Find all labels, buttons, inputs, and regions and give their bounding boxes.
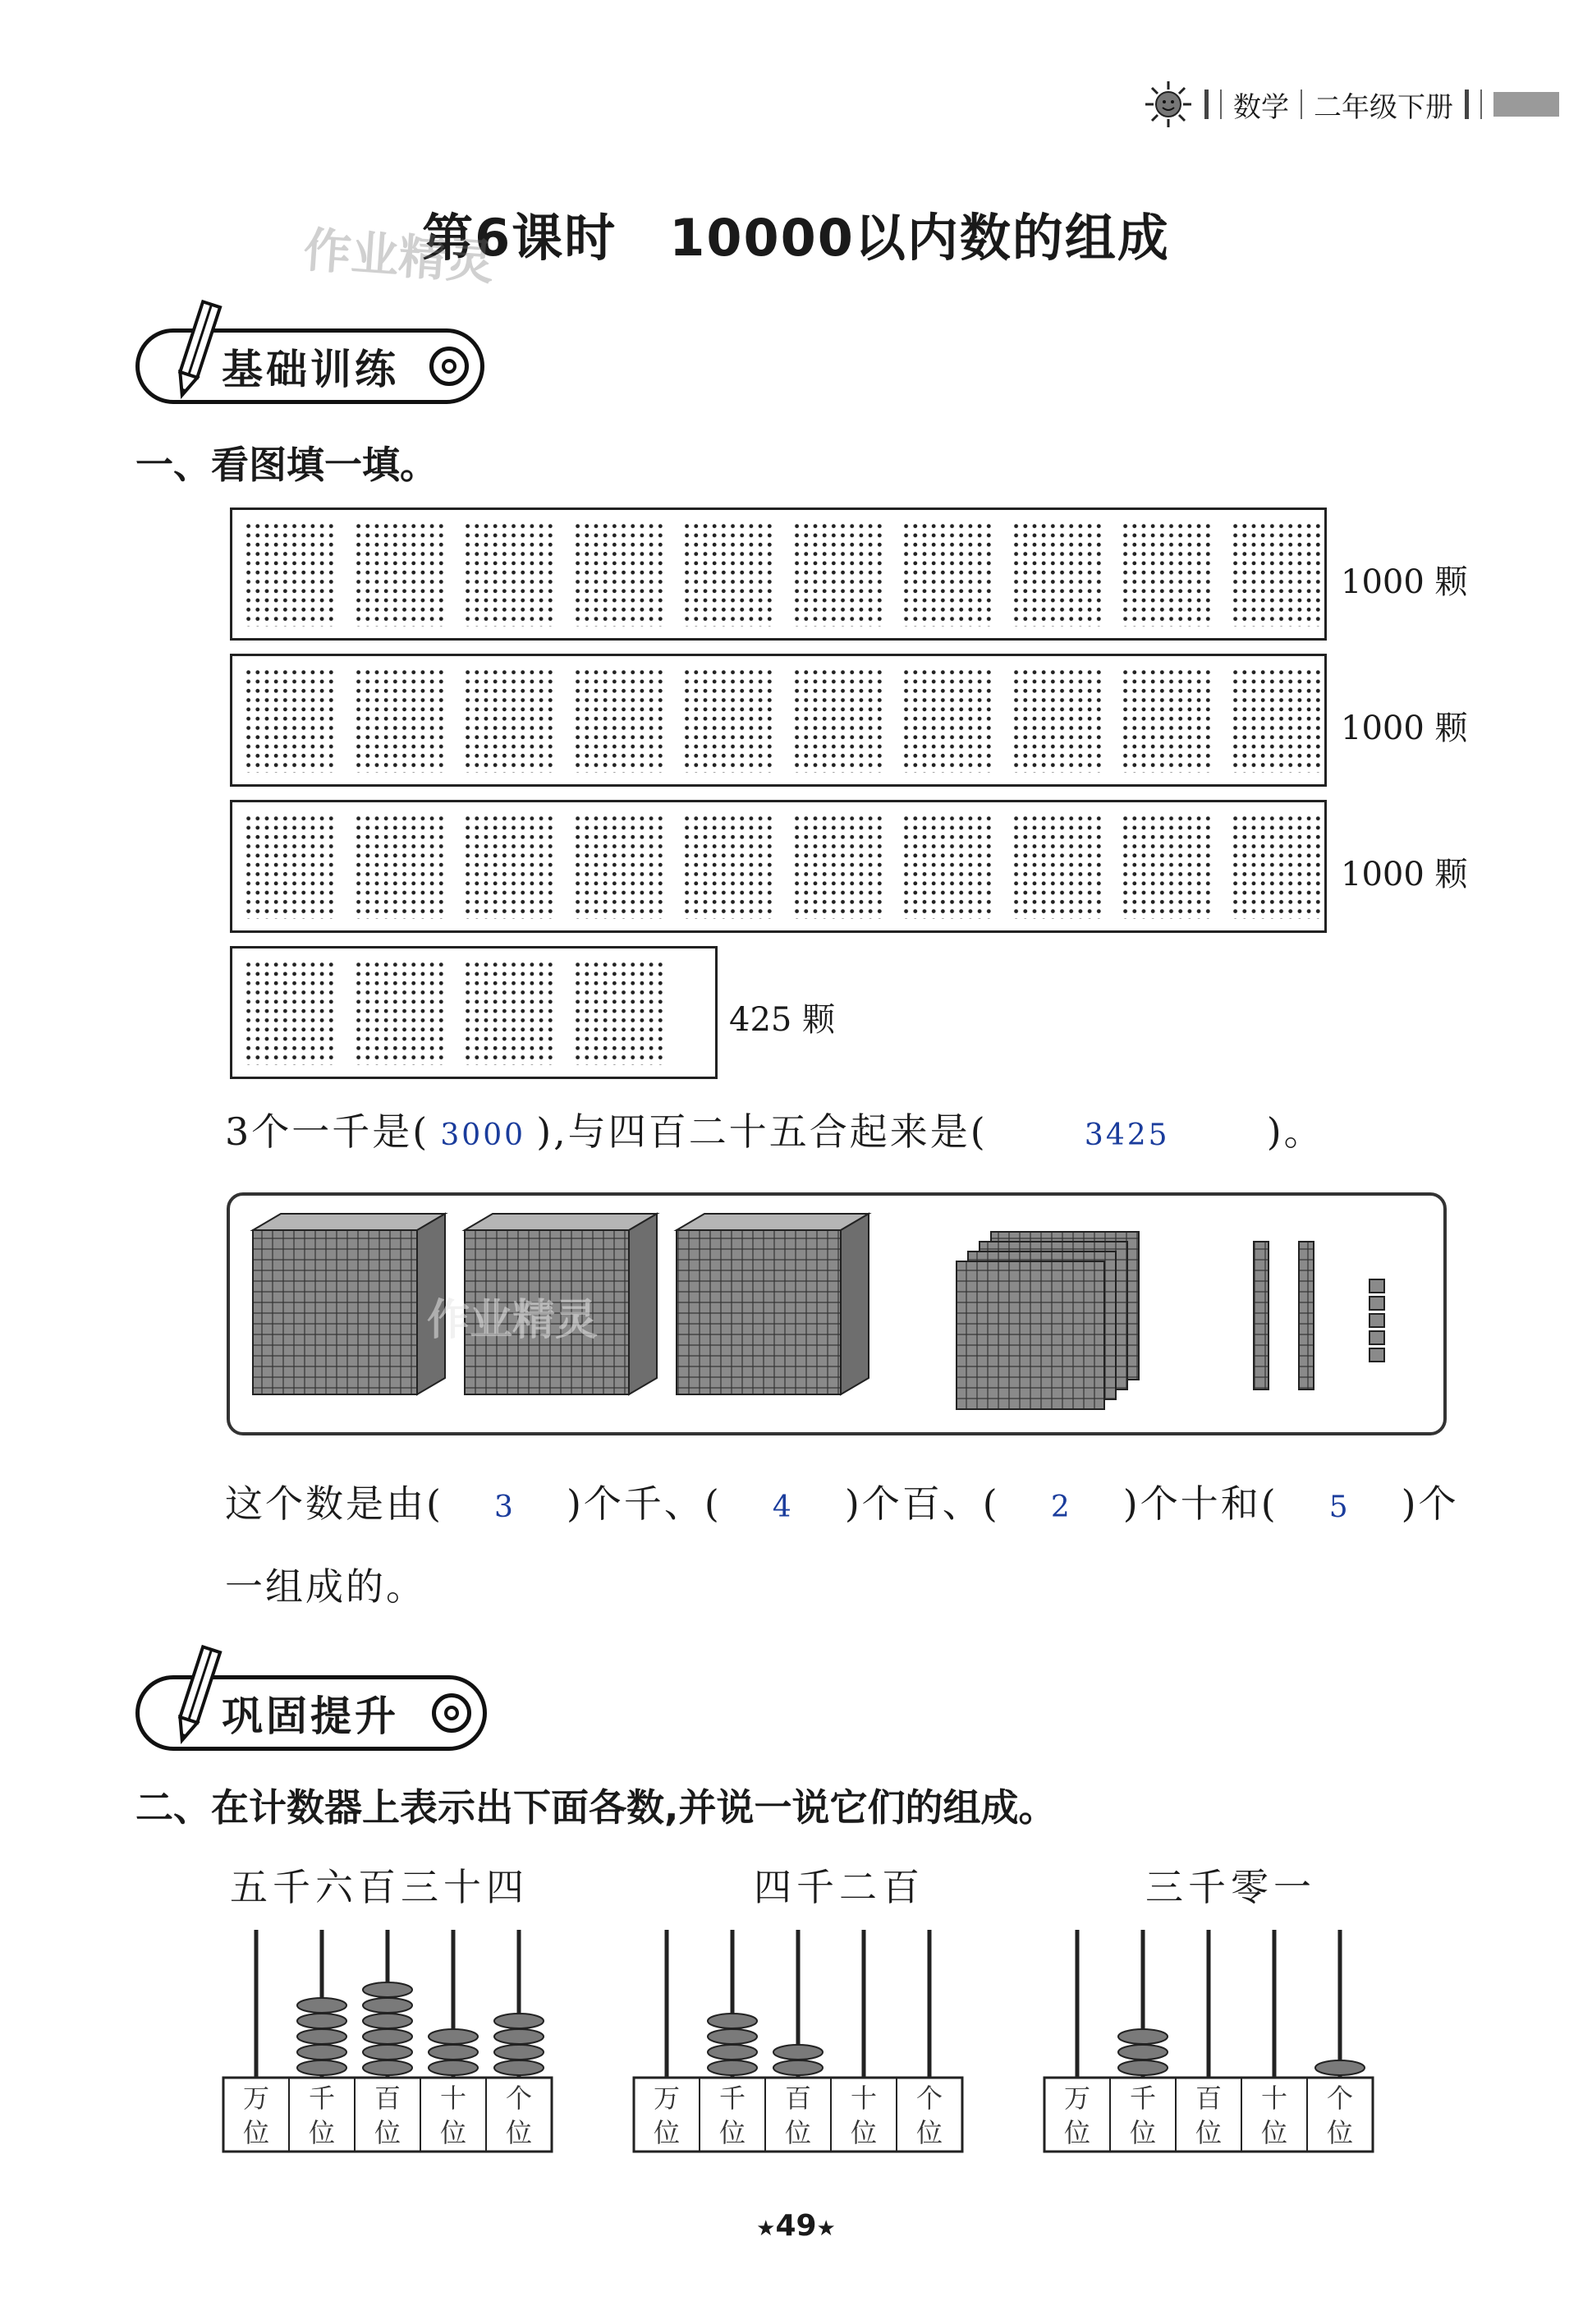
- dot-group: [354, 814, 446, 919]
- base-ten-blocks-panel: [227, 1192, 1447, 1435]
- answer-tens-count[interactable]: 2: [1050, 1490, 1072, 1524]
- dot-group: [573, 668, 665, 773]
- place-label: 位: [1326, 2117, 1354, 2148]
- header-subject: 数学: [1233, 90, 1289, 124]
- dot-group: [902, 668, 993, 773]
- dot-group: [792, 814, 884, 919]
- unit-cube: [1369, 1314, 1384, 1327]
- dot-strip-3: [230, 800, 1327, 933]
- dot-group: [682, 814, 774, 919]
- dot-group: [354, 521, 446, 627]
- abacus-bead: [297, 2029, 346, 2044]
- q1-prompt: 一、看图填一填。: [135, 443, 438, 487]
- page-title: 第6课时 10000以内数的组成: [422, 208, 1170, 268]
- abacus-bead: [708, 2060, 757, 2075]
- dot-group: [1121, 668, 1213, 773]
- place-label: 位: [505, 2117, 533, 2148]
- q1-sentence-part: 3个一千是(: [225, 1109, 430, 1154]
- abacus-bead: [429, 2045, 478, 2060]
- star-icon: ★: [816, 2216, 836, 2241]
- place-label: 位: [784, 2117, 812, 2148]
- section-basic-label: 基础训练: [222, 346, 399, 393]
- abacus-bead: [297, 2045, 346, 2060]
- place-label: 百: [374, 2083, 401, 2114]
- unit-cube: [1369, 1348, 1384, 1362]
- abacus-bead: [363, 2014, 412, 2028]
- abacus-bead: [363, 1998, 412, 2013]
- place-label: 位: [374, 2117, 401, 2148]
- dot-strip-partial: [230, 946, 718, 1079]
- pencil-icon: [168, 1641, 226, 1748]
- dot-group: [463, 814, 555, 919]
- place-label: 十: [850, 2083, 878, 2114]
- abacus-1-label: 五千六百三十四: [230, 1865, 529, 1909]
- place-label: 个: [505, 2083, 533, 2114]
- q2-prompt: 二、在计数器上表示出下面各数,并说一说它们的组成。: [135, 1785, 1057, 1830]
- abacus-bead: [429, 2060, 478, 2075]
- thousand-cube: [677, 1214, 869, 1394]
- abacus-bead: [1118, 2029, 1168, 2044]
- place-label: 位: [915, 2117, 943, 2148]
- dot-group: [1231, 668, 1323, 773]
- sun-icon: [1144, 80, 1193, 129]
- abacus-bead: [708, 2014, 757, 2028]
- place-label: 个: [1326, 2083, 1354, 2114]
- dot-group: [792, 668, 884, 773]
- q1-composition-end: 一组成的。: [225, 1564, 426, 1609]
- place-label: 万: [242, 2083, 270, 2114]
- base-ten-blocks: [230, 1196, 1443, 1432]
- place-label: 个: [915, 2083, 943, 2114]
- answer-thousands-value[interactable]: 3000: [440, 1118, 526, 1152]
- abacus-bead: [708, 2029, 757, 2044]
- answer-total-value[interactable]: 3425: [1084, 1118, 1170, 1152]
- dot-group: [244, 668, 336, 773]
- composition-part: )个千、(: [566, 1481, 722, 1526]
- composition-part: )个十和(: [1122, 1481, 1278, 1526]
- abacus-bead: [773, 2045, 823, 2060]
- abacus-bead: [708, 2045, 757, 2060]
- thousand-cube: [253, 1214, 445, 1394]
- abacus-bead: [494, 2014, 544, 2028]
- strip-1-count: 1000 颗: [1341, 563, 1468, 601]
- abacus-bead: [363, 2060, 412, 2075]
- abacus-1: [215, 1913, 560, 2168]
- dot-group: [573, 521, 665, 627]
- abacus-bead: [494, 2060, 544, 2075]
- abacus-bead: [297, 2014, 346, 2028]
- dot-group: [1231, 521, 1323, 627]
- place-label: 位: [718, 2117, 746, 2148]
- dot-group: [354, 960, 446, 1065]
- abacus-bead: [297, 2060, 346, 2075]
- place-label: 万: [1063, 2083, 1091, 2114]
- place-label: 位: [1129, 2117, 1157, 2148]
- strip-2-count: 1000 颗: [1341, 710, 1468, 747]
- q1-sentence-part: )。: [1266, 1109, 1324, 1154]
- abacus-bead: [773, 2060, 823, 2075]
- place-label: 位: [1063, 2117, 1091, 2148]
- place-label: 位: [1260, 2117, 1288, 2148]
- dot-group: [1012, 521, 1103, 627]
- page-number: [0, 2209, 1592, 2243]
- dot-group: [573, 960, 665, 1065]
- dot-group: [1231, 814, 1323, 919]
- page-header: [1144, 85, 1559, 123]
- dot-group: [682, 521, 774, 627]
- abacus-bead: [429, 2029, 478, 2044]
- composition-part: 这个数是由(: [225, 1481, 443, 1526]
- dot-strip-1: [230, 508, 1327, 641]
- partial-count: 425 颗: [729, 1001, 836, 1039]
- place-label: 百: [784, 2083, 812, 2114]
- place-label: 百: [1195, 2083, 1223, 2114]
- dot-group: [792, 521, 884, 627]
- place-label: 位: [308, 2117, 336, 2148]
- place-label: 万: [653, 2083, 681, 2114]
- place-label: 位: [653, 2117, 681, 2148]
- abacus-3: [1036, 1913, 1381, 2168]
- unit-cube: [1369, 1279, 1384, 1293]
- watermark: 作业精灵: [427, 1296, 599, 1345]
- dot-group: [244, 814, 336, 919]
- place-label: 位: [1195, 2117, 1223, 2148]
- place-label: 位: [439, 2117, 467, 2148]
- answer-thousands-count[interactable]: 3: [494, 1490, 516, 1524]
- section-advanced-tag: [135, 1667, 489, 1757]
- dot-strip-2: [230, 654, 1327, 787]
- dot-group: [902, 521, 993, 627]
- dot-group: [573, 814, 665, 919]
- star-icon: ★: [756, 2216, 776, 2241]
- abacus-bead: [494, 2029, 544, 2044]
- ten-rod: [1299, 1242, 1314, 1389]
- dot-group: [682, 668, 774, 773]
- dot-group: [463, 668, 555, 773]
- dot-group: [902, 814, 993, 919]
- abacus-bead: [363, 2029, 412, 2044]
- dot-group: [1121, 814, 1213, 919]
- dot-group: [463, 960, 555, 1065]
- abacus-bead: [1315, 2060, 1365, 2075]
- strip-3-count: 1000 颗: [1341, 856, 1468, 893]
- abacus-bead: [494, 2045, 544, 2060]
- watermark: 作业精灵: [301, 221, 496, 291]
- place-label: 十: [439, 2083, 467, 2114]
- dot-group: [244, 521, 336, 627]
- place-label: 十: [1260, 2083, 1288, 2114]
- abacus-2: [626, 1913, 970, 2168]
- abacus-bead: [297, 1998, 346, 2013]
- abacus-bead: [363, 2045, 412, 2060]
- pencil-icon: [168, 296, 226, 402]
- dot-group: [354, 668, 446, 773]
- place-label: 位: [850, 2117, 878, 2148]
- q1-sentence-part: ),与四百二十五合起来是(: [536, 1109, 988, 1154]
- dot-group: [463, 521, 555, 627]
- abacus-3-label: 三千零一: [1145, 1865, 1316, 1909]
- dot-group: [1121, 521, 1213, 627]
- composition-part: )个百、(: [844, 1481, 1000, 1526]
- place-label: 千: [308, 2083, 336, 2114]
- place-label: 千: [718, 2083, 746, 2114]
- section-basic-tag: [135, 320, 489, 411]
- q1-sentence: [225, 1102, 1324, 1156]
- dot-group: [1012, 814, 1103, 919]
- answer-hundreds-count[interactable]: 4: [772, 1490, 794, 1524]
- dot-group: [244, 960, 336, 1065]
- answer-ones-count[interactable]: 5: [1328, 1490, 1351, 1524]
- unit-cube: [1369, 1331, 1384, 1344]
- abacus-2-label: 四千二百: [754, 1865, 924, 1909]
- dot-group: [1012, 668, 1103, 773]
- place-label: 千: [1129, 2083, 1157, 2114]
- header-grade: 二年级下册: [1314, 90, 1453, 124]
- composition-part: )个: [1401, 1481, 1459, 1526]
- abacus-bead: [1118, 2060, 1168, 2075]
- unit-cube: [1369, 1297, 1384, 1310]
- ten-rod: [1254, 1242, 1269, 1389]
- page-number-value: 49: [775, 2209, 817, 2243]
- place-label: 位: [242, 2117, 270, 2148]
- q1-composition: [225, 1474, 1459, 1528]
- abacus-bead: [363, 1982, 412, 1997]
- hundred-flat: [957, 1261, 1104, 1409]
- section-advanced-label: 巩固提升: [222, 1692, 399, 1740]
- abacus-bead: [1118, 2045, 1168, 2060]
